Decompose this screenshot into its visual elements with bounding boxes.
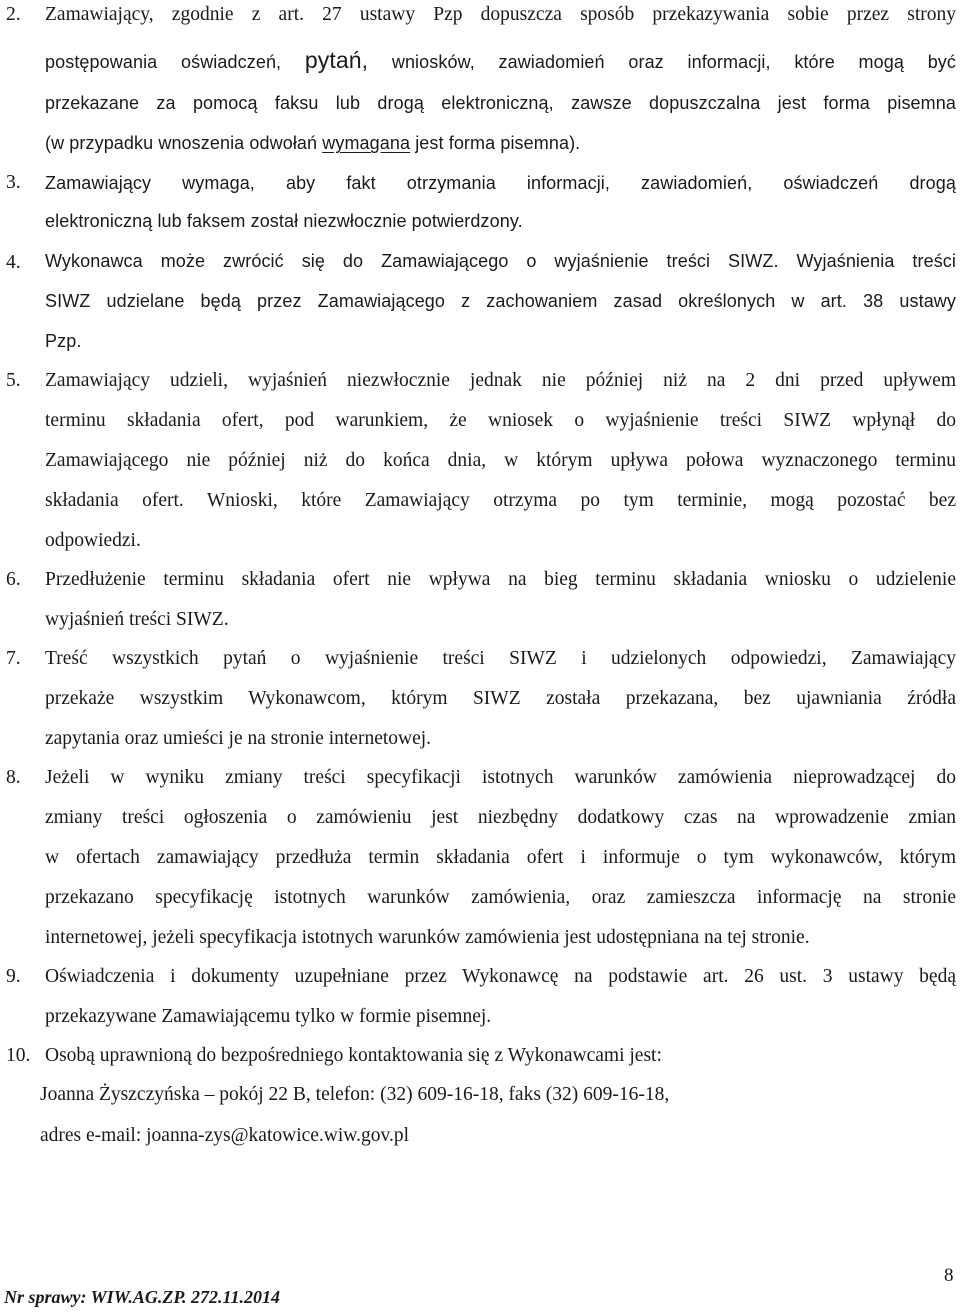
text-segment: pytań, xyxy=(304,47,369,73)
text-line: przekazano specyfikację istotnych warunków zamówienia, oraz zamieszcza informację na stronie xyxy=(45,887,956,908)
text-line: Zamawiającego nie później niż do końca dnia, w którym upływa połowa wyznaczonego terminu xyxy=(45,450,956,471)
text-line: zapytania oraz umieści je na stronie internetowej. xyxy=(45,728,432,749)
text-line: wyjaśnień treści SIWZ. xyxy=(45,609,229,630)
text-line: przekazywane Zamawiającemu tylko w formie pisemnej. xyxy=(45,1006,492,1027)
text-line xyxy=(45,133,956,154)
text-line: Przedłużenie terminu składania ofert nie wpływa na bieg terminu składania wniosku o udzielenie xyxy=(45,569,956,590)
underlined-word: wymagana xyxy=(322,133,411,153)
text-line: SIWZ udzielane będą przez Zamawiającego z zachowaniem zasad określonych w art. 38 ustawy xyxy=(45,291,956,311)
text-line: przekaże wszystkim Wykonawcom, którym SIWZ została przekazana, bez ujawniania źródła xyxy=(45,688,956,709)
text-line: Pzp. xyxy=(45,331,82,351)
text-line: w ofertach zamawiający przedłuża termin składania ofert i informuje o tym wykonawców, którym xyxy=(45,847,956,868)
text-segment: wniosków, zawiadomień oraz informacji, które mogą być xyxy=(368,52,957,72)
text-line: Jeżeli w wyniku zmiany treści specyfikacji istotnych warunków zamówienia nieprowadzącej do xyxy=(45,767,956,788)
text-line: odpowiedzi. xyxy=(45,530,141,551)
contact-email-line: adres e-mail: joanna-zys@katowice.wiw.gov.pl xyxy=(40,1125,410,1146)
text-line: Zamawiający wymaga, aby fakt otrzymania informacji, zawiadomień, oświadczeń drogą xyxy=(45,173,956,193)
item-number: 9. xyxy=(6,966,21,987)
text-line: internetowej, jeżeli specyfikacja istotnych warunków zamówienia jest udostępniana na tej stronie. xyxy=(45,927,810,948)
item-number: 5. xyxy=(6,370,21,391)
item-number: 6. xyxy=(6,569,21,590)
text-line: Wykonawca może zwrócić się do Zamawiającego o wyjaśnienie treści SIWZ. Wyjaśnienia treści xyxy=(45,251,956,271)
text-segment: (w przypadku wnoszenia odwołań xyxy=(45,133,323,153)
text-line: zmiany treści ogłoszenia o zamówieniu jest niezbędny dodatkowy czas na wprowadzenie zmian xyxy=(45,807,956,828)
text-line: przekazane za pomocą faksu lub drogą elektroniczną, zawsze dopuszczalna jest forma pisemna xyxy=(45,93,956,113)
item-number: 10. xyxy=(6,1045,31,1066)
text-line: elektroniczną lub faksem został niezwłocznie potwierdzony. xyxy=(45,211,523,231)
case-number-footer: Nr sprawy: WIW.AG.ZP. 272.11.2014 xyxy=(4,1287,281,1307)
item-number: 4. xyxy=(6,252,21,273)
text-line xyxy=(45,47,956,74)
page-number: 8 xyxy=(944,1265,954,1286)
text-line: Osobą uprawnioną do bezpośredniego kontaktowania się z Wykonawcami jest: xyxy=(45,1045,662,1066)
text-line: terminu składania ofert, pod warunkiem, że wniosek o wyjaśnienie treści SIWZ wpłynął do xyxy=(45,410,956,431)
text-line: Zamawiający, zgodnie z art. 27 ustawy Pzp dopuszcza sposób przekazywania sobie przez strony xyxy=(45,4,956,25)
contact-person-line: Joanna Żyszczyńska – pokój 22 B, telefon: (32) 609-16-18, faks (32) 609-16-18, xyxy=(40,1084,670,1105)
text-segment: jest forma pisemna). xyxy=(410,133,581,153)
text-line: Zamawiający udzieli, wyjaśnień niezwłocznie jednak nie później niż na 2 dni przed upływem xyxy=(45,370,956,391)
item-number: 2. xyxy=(6,4,21,25)
item-number: 8. xyxy=(6,767,21,788)
text-line: Oświadczenia i dokumenty uzupełniane przez Wykonawcę na podstawie art. 26 ust. 3 ustawy będą xyxy=(45,966,956,987)
item-number: 3. xyxy=(6,172,21,193)
text-segment: postępowania oświadczeń, xyxy=(45,52,305,72)
item-number: 7. xyxy=(6,648,21,669)
text-line: składania ofert. Wnioski, które Zamawiający otrzyma po tym terminie, mogą pozostać bez xyxy=(45,490,956,511)
text-line: Treść wszystkich pytań o wyjaśnienie treści SIWZ i udzielonych odpowiedzi, Zamawiający xyxy=(45,648,956,669)
